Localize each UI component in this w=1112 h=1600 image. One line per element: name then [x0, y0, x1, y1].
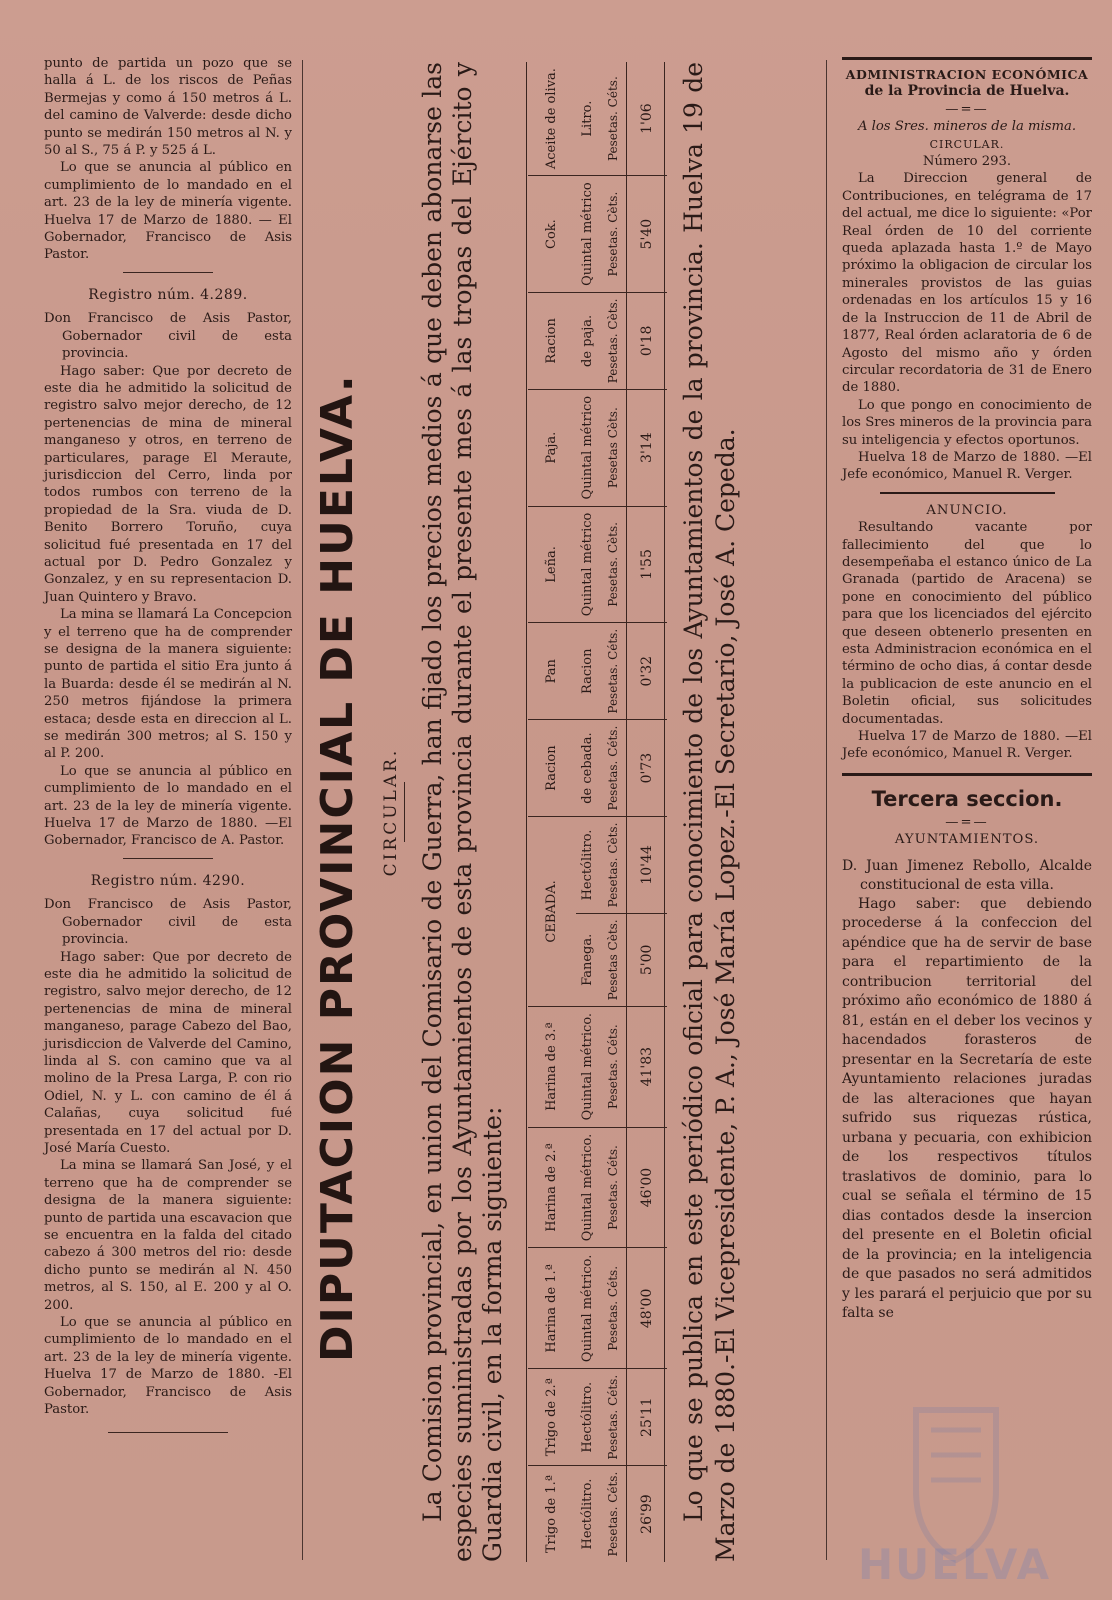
paragraph: Hago saber: Que por decreto de este dia he admitido la solicitud de registro salvo mejor derecho, de 12 pertenencias de mina de mineral manganeso y otros, en terreno de particulares, parage El Meraute, jurisdiccion del Cerro, linda por todos rumbos con terreno de la propiedad de la Sra. viuda de D. Benito Borrero Toruño, cuya solicitud fué presentada en 17 del actual por D. Pedro Gonzalez y Gonzalez, y en su representacion D. Juan Quintero y Bravo. [44, 363, 292, 605]
paragraph: D. Juan Jimenez Rebollo, Alcalde constitucional de esta villa. [842, 857, 1092, 893]
watermark-text: HUELVA [858, 1540, 1052, 1589]
price-cell: 48'00 [627, 1248, 668, 1369]
table-rule [664, 62, 665, 1562]
paragraph: Huelva 17 de Marzo de 1880. —El Jefe económico, Manuel R. Verger. [842, 729, 1092, 762]
price-cell: 26'99 [639, 1494, 655, 1534]
paragraph: La mina se llamará La Concepcion y el terreno que ha de comprender se designa de la manera siguiente: punto de partida el sitio Era junto á la Buarda: desde él se medirán al N. 250 metros fijándose la primera estaca; desde esta en direccion al L. se medirán 300 metros; al S. 150 y al P. 200. [44, 607, 292, 762]
paragraph: La mina se llamará San José, y el terreno que ha de comprender se designa de la manera siguiente: punto de partida una escavacion que se encuentra en la falda del citado cabezo á 300 metros del rio: desde dicho punto se medirán al N. 450 metros, al S. 150, al E. 200 y al O. 200. [44, 1158, 292, 1313]
diputacion-title: DIPUTACION PROVINCIAL DE HUELVA. [312, 373, 363, 1362]
table-header: Aceite de oliva. [528, 62, 576, 176]
unit-cell: Pesetas. Cèts. [600, 817, 627, 914]
divider [404, 782, 405, 842]
divider [123, 858, 213, 859]
registro-heading: Registro núm. 4290. [90, 872, 246, 889]
numero-label: Número 293. [922, 154, 1012, 170]
table-subheader: Litro. [576, 62, 600, 176]
table-subheader: Quintal métrico [576, 389, 600, 506]
table-header: Racion [528, 292, 576, 389]
intro-paragraph: La Comision provincial, en union del Comisario de Guerra, han fijado los precios medios á que deben abonarse las especies suministradas por los Ayuntamientos de esta provincia durante el presente mes á las tropas del Ejército y Guardia civil, en la forma siguiente: [418, 62, 507, 1562]
table-header-row [528, 62, 576, 1562]
table-values-row [627, 62, 668, 1562]
table-header: Trigo de 1.ª [544, 1475, 559, 1554]
table-rule [526, 62, 527, 1562]
table-header: Harina de 3.ª [528, 1006, 576, 1127]
paragraph: La Direccion general de Contribuciones, en telégrama de 17 del actual, me dice lo siguiente: «Por Real órden de 10 del corriente queda aplazada hasta 1.º de Mayo próximo la obligacion de circular los minerales provistos de las guias ordenadas en los artículos 15 y 16 de la Instruccion de 11 de Abril de 1877, Real órden aclaratoria de 6 de Agosto del mismo año y órden circular recordatoria de 31 de Enero de 1880. [842, 171, 1092, 396]
price-cell: 5'40 [627, 176, 668, 293]
unit-cell: Pesetas. Céts. [600, 62, 627, 176]
section-heading: Tercera seccion. [871, 786, 1063, 811]
paragraph: Resultando vacante por fallecimiento del que lo desempeñaba el estanco único de La Granada (partido de Aracena) se pone en conocimiento del público para que los licenciados del ejército que deseen obtenerlo presenten en esta Administracion económica en el término de ocho dias, á contar desde la publicacion de este anuncio en el Boletin oficial, sus solicitudes documentadas. [842, 520, 1092, 727]
paragraph: Lo que se anuncia al público en cumplimiento de lo mandado en el art. 23 de la ley de minería vigente. Huelva 17 de Marzo de 1880. -El Gobernador, Francisco de Asis Pastor. [44, 1315, 292, 1418]
paragraph: Hago saber: que debiendo procederse á la confeccion del apéndice que ha de servir de base para el repartimiento de la contribucion territorial del próximo año económico de 1880 á 81, están en el deber los vecinos y hacendados forasteros de presentar en la Secretaría de este Ayuntamiento relaciones juradas de las alteraciones que hayan sufrido sus riquezas rústica, urbana y pecuaria, con exhibicion de los respectivos títulos traslativos de dominio, para lo cual se señala el término de 15 dias contados desde la insercion del presente en el Boletin oficial de la provincia; en la inteligencia de que pasados no será admitidos y les parará el perjuicio que por su falta se [842, 895, 1092, 1322]
paragraph: Lo que pongo en conocimiento de los Sres mineros de la provincia para su inteligencia y efectos oportunos. [842, 397, 1092, 448]
paragraph: Lo que se anuncia al público en cumplimiento de lo mandado en el art. 23 de la ley de minería vigente. Huelva 17 de Marzo de 1880. — El Gobernador, Francisco de Asis Pastor. [44, 160, 292, 263]
prices-table [528, 62, 667, 1562]
table-header: Trigo de 2.ª [528, 1369, 576, 1466]
unit-cell: Pesetas. Céts. [600, 1006, 627, 1127]
table-subheader: Hectólitro. [580, 1478, 595, 1550]
table-subheader: Quintal métrico. [576, 1127, 600, 1248]
table-header: CEBADA. [528, 817, 576, 1007]
table-header: Paja. [528, 389, 576, 506]
table-header: Cok. [528, 176, 576, 293]
salutation: A los Sres. mineros de la misma. [857, 119, 1077, 135]
table-subheader: Quintal métrico [576, 506, 600, 623]
paragraph: Hago saber: Que por decreto de este dia he admitido la solicitud de registro, salvo mejor derecho, de 12 pertenencias de mina de mineral manganeso, parage Cabezo del Bao, jurisdiccion de Valverde del Camino, linda al S. con camino que va al molino de la Presa Larga, P. con rio Odiel, N. y L. con camino de él á Calañas, cuya solicitud fué presentada en 17 del actual por D. José María Cuesto. [44, 949, 292, 1156]
table-subheader: Racion [576, 623, 600, 720]
administracion-heading: ADMINISTRACION ECONÓMICA [845, 67, 1089, 82]
table-subheader-row [576, 62, 600, 1562]
column-rule [302, 60, 303, 1560]
unit-cell: Pesetas. Céts. [600, 1369, 627, 1466]
unit-cell: Pesetas. Cèts. [600, 292, 627, 389]
price-cell: 25'11 [627, 1369, 668, 1466]
unit-cell: Pesetas. Céts. [600, 1466, 627, 1562]
table-subheader: Hectólitro. [576, 1369, 600, 1466]
divider [880, 492, 1055, 494]
divider [108, 1432, 228, 1433]
table-subheader: Quintal métrico. [576, 1248, 600, 1369]
price-cell: 10'44 [627, 817, 668, 914]
table-header: Pan [528, 623, 576, 720]
table-subheader: de cebada. [576, 720, 600, 817]
price-cell: 46'00 [627, 1127, 668, 1248]
unit-cell: Pesetas. Céts. [600, 1127, 627, 1248]
table-subheader: Quintal métrico [576, 176, 600, 293]
unit-cell: Pesetas. Cèts. [600, 506, 627, 623]
unit-cell: Pesetas. Céts. [600, 623, 627, 720]
ornament: —=— [945, 814, 989, 830]
price-cell: 0'73 [627, 720, 668, 817]
unit-cell: Pesetas. Céts. [600, 720, 627, 817]
divider [123, 272, 213, 273]
registro-heading: Registro núm. 4.289. [88, 286, 248, 303]
divider [842, 773, 1092, 776]
price-cell: 0'32 [627, 623, 668, 720]
ayuntamientos-heading: AYUNTAMIENTOS. [894, 832, 1040, 848]
table-subheader: Quintal métrico. [576, 1006, 600, 1127]
paragraph: punto de partida un pozo que se halla á L. de los riscos de Peñas Bermejas y como á 150 metros á L. del camino de Valverde: desde dicho punto se medirán 150 metros al N. y 50 al S., 75 á P. y 525 á L. [44, 56, 292, 159]
rotated-diputacion-block [308, 62, 828, 1562]
provincia-heading: de la Provincia de Huelva. [864, 83, 1070, 100]
circular-label: CIRCULAR. [929, 137, 1005, 151]
paragraph: Lo que se anuncia al público en cumplimiento de lo mandado en el art. 23 de la ley de minería vigente. Huelva 17 de Marzo de 1880. —El Gobernador, Francisco de A. Pastor. [44, 763, 292, 849]
paragraph: Don Francisco de Asis Pastor, Gobernador civil de esta provincia. [44, 897, 292, 948]
unit-cell: Pesetas Cèts. [600, 913, 627, 1006]
top-rule [842, 57, 1092, 60]
paragraph: Huelva 18 de Marzo de 1880. —El Jefe económico, Manuel R. Verger. [842, 449, 1092, 483]
price-cell: 3'14 [627, 389, 668, 506]
table-header: Harina de 2.ª [528, 1127, 576, 1248]
anuncio-heading: ANUNCIO. [926, 502, 1008, 518]
circular-label: CIRCULAR. [381, 747, 401, 877]
right-column [842, 55, 1092, 1324]
table-unit-row [600, 62, 627, 1562]
footer-paragraph: Lo que se publica en este periódico oficial para conocimiento de los Ayuntamientos de la provincia. Huelva 19 de Marzo de 1880.-El Vicepresidente, P. A., José María Lopez.-El Secretario, José A. Cepeda. [679, 62, 740, 1562]
table-header: Leña. [528, 506, 576, 623]
price-cell: 1'55 [627, 506, 668, 623]
ornament: —=— [945, 101, 989, 117]
paragraph: Don Francisco de Asis Pastor, Gobernador civil de esta provincia. [44, 311, 292, 362]
price-cell: 41'83 [627, 1006, 668, 1127]
left-column [44, 55, 292, 1441]
price-cell: 0'18 [627, 292, 668, 389]
price-cell: 1'06 [627, 62, 668, 176]
table-header: Racion [528, 720, 576, 817]
unit-cell: Pesetas. Cèts. [600, 176, 627, 293]
table-subheader: Hectólitro. [576, 817, 600, 914]
table-subheader: Fanega. [576, 913, 600, 1006]
unit-cell: Pesetas. Céts. [600, 1248, 627, 1369]
price-cell: 5'00 [627, 913, 668, 1006]
table-subheader: de paja. [576, 292, 600, 389]
table-header: Harina de 1.ª [528, 1248, 576, 1369]
unit-cell: Pesetas Cèts. [600, 389, 627, 506]
